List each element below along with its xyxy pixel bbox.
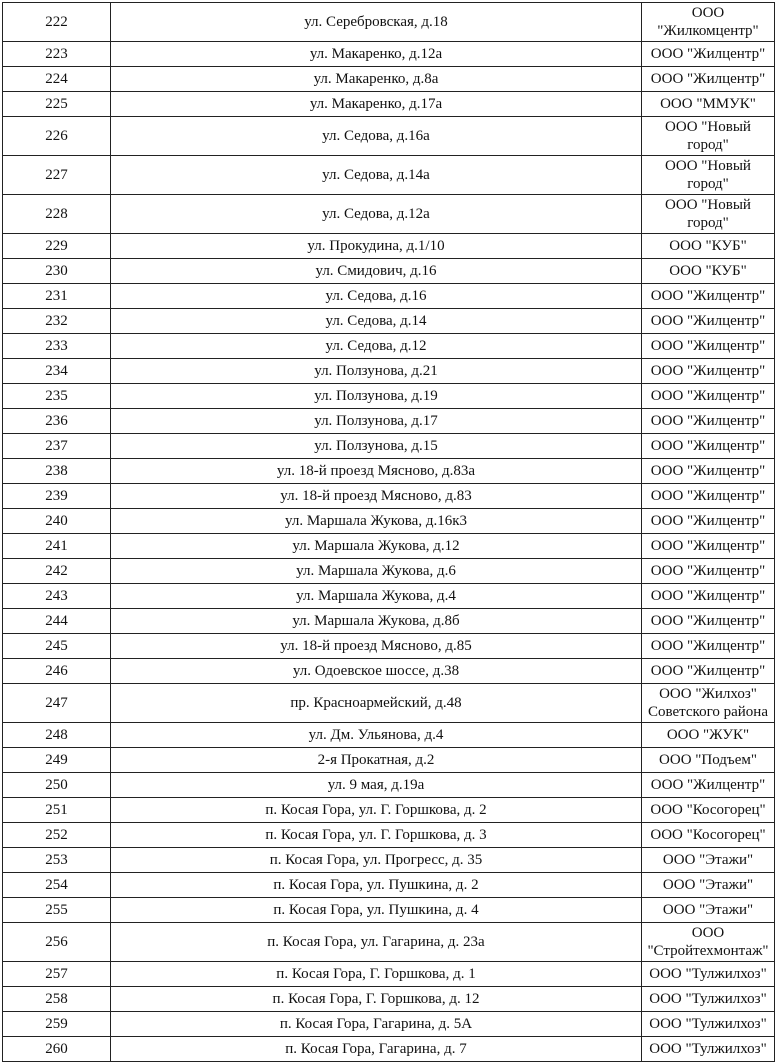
organization-cell: ООО "Жилцентр" (642, 334, 775, 359)
address-cell: ул. Седова, д.14а (111, 156, 642, 195)
table-row (3, 1012, 775, 1037)
row-number-cell: 260 (3, 1037, 111, 1062)
address-cell: ул. Седова, д.14 (111, 309, 642, 334)
row-number-cell: 247 (3, 684, 111, 723)
row-number-cell: 227 (3, 156, 111, 195)
organization-cell: ООО "Стройтехмонтаж" (642, 923, 775, 962)
row-number-cell: 223 (3, 42, 111, 67)
organization-cell: ООО "Жилцентр" (642, 409, 775, 434)
organization-cell: ООО "ММУК" (642, 92, 775, 117)
row-number-cell: 254 (3, 873, 111, 898)
organization-cell: ООО "Жилцентр" (642, 284, 775, 309)
row-number-cell: 241 (3, 534, 111, 559)
address-cell: ул. Смидович, д.16 (111, 259, 642, 284)
table-body (3, 3, 775, 1062)
organization-cell: ООО "Жилцентр" (642, 534, 775, 559)
organization-cell: ООО "Новый город" (642, 195, 775, 234)
organization-cell: ООО "Жилцентр" (642, 42, 775, 67)
row-number-cell: 231 (3, 284, 111, 309)
table-row (3, 384, 775, 409)
table-row (3, 484, 775, 509)
organization-cell: ООО "Тулжилхоз" (642, 962, 775, 987)
address-cell: 2-я Прокатная, д.2 (111, 748, 642, 773)
row-number-cell: 228 (3, 195, 111, 234)
address-cell: ул. Прокудина, д.1/10 (111, 234, 642, 259)
address-cell: ул. Маршала Жукова, д.16к3 (111, 509, 642, 534)
row-number-cell: 233 (3, 334, 111, 359)
organization-cell: ООО "Жилцентр" (642, 484, 775, 509)
row-number-cell: 251 (3, 798, 111, 823)
address-cell: п. Косая Гора, ул. Прогресс, д. 35 (111, 848, 642, 873)
table-row (3, 684, 775, 723)
address-cell: ул. Макаренко, д.12а (111, 42, 642, 67)
address-cell: ул. Седова, д.16 (111, 284, 642, 309)
organization-cell: ООО "Подъем" (642, 748, 775, 773)
organization-cell: ООО "Тулжилхоз" (642, 1012, 775, 1037)
row-number-cell: 250 (3, 773, 111, 798)
row-number-cell: 234 (3, 359, 111, 384)
table-row (3, 873, 775, 898)
table-row (3, 67, 775, 92)
row-number-cell: 226 (3, 117, 111, 156)
address-cell: ул. Маршала Жукова, д.6 (111, 559, 642, 584)
organization-cell: ООО "Этажи" (642, 873, 775, 898)
row-number-cell: 258 (3, 987, 111, 1012)
table-row (3, 1037, 775, 1062)
row-number-cell: 248 (3, 723, 111, 748)
address-table (2, 2, 775, 1062)
table-row (3, 609, 775, 634)
table-row (3, 409, 775, 434)
address-cell: ул. Макаренко, д.8а (111, 67, 642, 92)
address-cell: ул. Маршала Жукова, д.12 (111, 534, 642, 559)
address-cell: п. Косая Гора, ул. Г. Горшкова, д. 3 (111, 823, 642, 848)
organization-cell: ООО "Этажи" (642, 898, 775, 923)
address-cell: ул. Одоевское шоссе, д.38 (111, 659, 642, 684)
address-cell: ул. Седова, д.12 (111, 334, 642, 359)
address-cell: п. Косая Гора, Гагарина, д. 7 (111, 1037, 642, 1062)
row-number-cell: 236 (3, 409, 111, 434)
row-number-cell: 225 (3, 92, 111, 117)
table-row (3, 259, 775, 284)
table-row (3, 284, 775, 309)
table-row (3, 195, 775, 234)
table-row (3, 42, 775, 67)
table-row (3, 823, 775, 848)
row-number-cell: 222 (3, 3, 111, 42)
table-row (3, 898, 775, 923)
row-number-cell: 245 (3, 634, 111, 659)
table-row (3, 848, 775, 873)
table-row (3, 798, 775, 823)
address-cell: ул. Дм. Ульянова, д.4 (111, 723, 642, 748)
organization-cell: ООО "Косогорец" (642, 823, 775, 848)
organization-cell: ООО "Тулжилхоз" (642, 1037, 775, 1062)
row-number-cell: 242 (3, 559, 111, 584)
table-row (3, 3, 775, 42)
organization-cell: ООО "Жилцентр" (642, 434, 775, 459)
address-cell: ул. 9 мая, д.19а (111, 773, 642, 798)
organization-cell: ООО "Жилцентр" (642, 609, 775, 634)
table-row (3, 773, 775, 798)
organization-cell: ООО "КУБ" (642, 259, 775, 284)
address-cell: п. Косая Гора, Г. Горшкова, д. 12 (111, 987, 642, 1012)
address-cell: ул. Седова, д.16а (111, 117, 642, 156)
organization-cell: ООО "Жилкомцентр" (642, 3, 775, 42)
address-cell: ул. Ползунова, д.21 (111, 359, 642, 384)
row-number-cell: 239 (3, 484, 111, 509)
address-cell: п. Косая Гора, ул. Пушкина, д. 2 (111, 873, 642, 898)
organization-cell: ООО "Косогорец" (642, 798, 775, 823)
organization-cell: ООО "Жилцентр" (642, 773, 775, 798)
address-cell: п. Косая Гора, Гагарина, д. 5А (111, 1012, 642, 1037)
address-cell: ул. 18-й проезд Мясново, д.85 (111, 634, 642, 659)
organization-cell: ООО "Новый город" (642, 117, 775, 156)
table-row (3, 434, 775, 459)
table-row (3, 962, 775, 987)
address-cell: ул. Ползунова, д.15 (111, 434, 642, 459)
row-number-cell: 229 (3, 234, 111, 259)
row-number-cell: 244 (3, 609, 111, 634)
row-number-cell: 259 (3, 1012, 111, 1037)
address-cell: ул. 18-й проезд Мясново, д.83а (111, 459, 642, 484)
address-cell: ул. Маршала Жукова, д.4 (111, 584, 642, 609)
organization-cell: ООО "Жилцентр" (642, 584, 775, 609)
address-cell: ул. Макаренко, д.17а (111, 92, 642, 117)
table-row (3, 334, 775, 359)
row-number-cell: 255 (3, 898, 111, 923)
organization-cell: ООО "Жилцентр" (642, 459, 775, 484)
row-number-cell: 237 (3, 434, 111, 459)
row-number-cell: 243 (3, 584, 111, 609)
address-cell: п. Косая Гора, Г. Горшкова, д. 1 (111, 962, 642, 987)
table-row (3, 117, 775, 156)
table-row (3, 156, 775, 195)
row-number-cell: 240 (3, 509, 111, 534)
organization-cell: ООО "Жилцентр" (642, 67, 775, 92)
table-row (3, 723, 775, 748)
table-row (3, 987, 775, 1012)
table-row (3, 659, 775, 684)
address-cell: ул. Маршала Жукова, д.8б (111, 609, 642, 634)
organization-cell: ООО "Жилцентр" (642, 634, 775, 659)
row-number-cell: 224 (3, 67, 111, 92)
row-number-cell: 232 (3, 309, 111, 334)
address-cell: пр. Красноармейский, д.48 (111, 684, 642, 723)
row-number-cell: 256 (3, 923, 111, 962)
table-row (3, 309, 775, 334)
row-number-cell: 257 (3, 962, 111, 987)
address-cell: ул. Ползунова, д.19 (111, 384, 642, 409)
table-row (3, 534, 775, 559)
table-row (3, 92, 775, 117)
organization-cell: ООО "Жилхоз" Советского района (642, 684, 775, 723)
row-number-cell: 235 (3, 384, 111, 409)
address-cell: ул. Серебровская, д.18 (111, 3, 642, 42)
organization-cell: ООО "Жилцентр" (642, 359, 775, 384)
table-row (3, 748, 775, 773)
table-row (3, 559, 775, 584)
address-cell: п. Косая Гора, ул. Пушкина, д. 4 (111, 898, 642, 923)
row-number-cell: 246 (3, 659, 111, 684)
organization-cell: ООО "Жилцентр" (642, 384, 775, 409)
address-cell: п. Косая Гора, ул. Г. Горшкова, д. 2 (111, 798, 642, 823)
address-cell: ул. 18-й проезд Мясново, д.83 (111, 484, 642, 509)
table-row (3, 509, 775, 534)
row-number-cell: 252 (3, 823, 111, 848)
table-row (3, 634, 775, 659)
row-number-cell: 249 (3, 748, 111, 773)
address-cell: ул. Седова, д.12а (111, 195, 642, 234)
organization-cell: ООО "Новый город" (642, 156, 775, 195)
table-row (3, 234, 775, 259)
table-row (3, 923, 775, 962)
organization-cell: ООО "КУБ" (642, 234, 775, 259)
table-row (3, 359, 775, 384)
address-cell: ул. Ползунова, д.17 (111, 409, 642, 434)
row-number-cell: 238 (3, 459, 111, 484)
address-cell: п. Косая Гора, ул. Гагарина, д. 23а (111, 923, 642, 962)
organization-cell: ООО "Жилцентр" (642, 559, 775, 584)
organization-cell: ООО "Жилцентр" (642, 659, 775, 684)
table-row (3, 584, 775, 609)
row-number-cell: 230 (3, 259, 111, 284)
organization-cell: ООО "Жилцентр" (642, 309, 775, 334)
table-row (3, 459, 775, 484)
organization-cell: ООО "Тулжилхоз" (642, 987, 775, 1012)
organization-cell: ООО "Этажи" (642, 848, 775, 873)
organization-cell: ООО "ЖУК" (642, 723, 775, 748)
organization-cell: ООО "Жилцентр" (642, 509, 775, 534)
row-number-cell: 253 (3, 848, 111, 873)
